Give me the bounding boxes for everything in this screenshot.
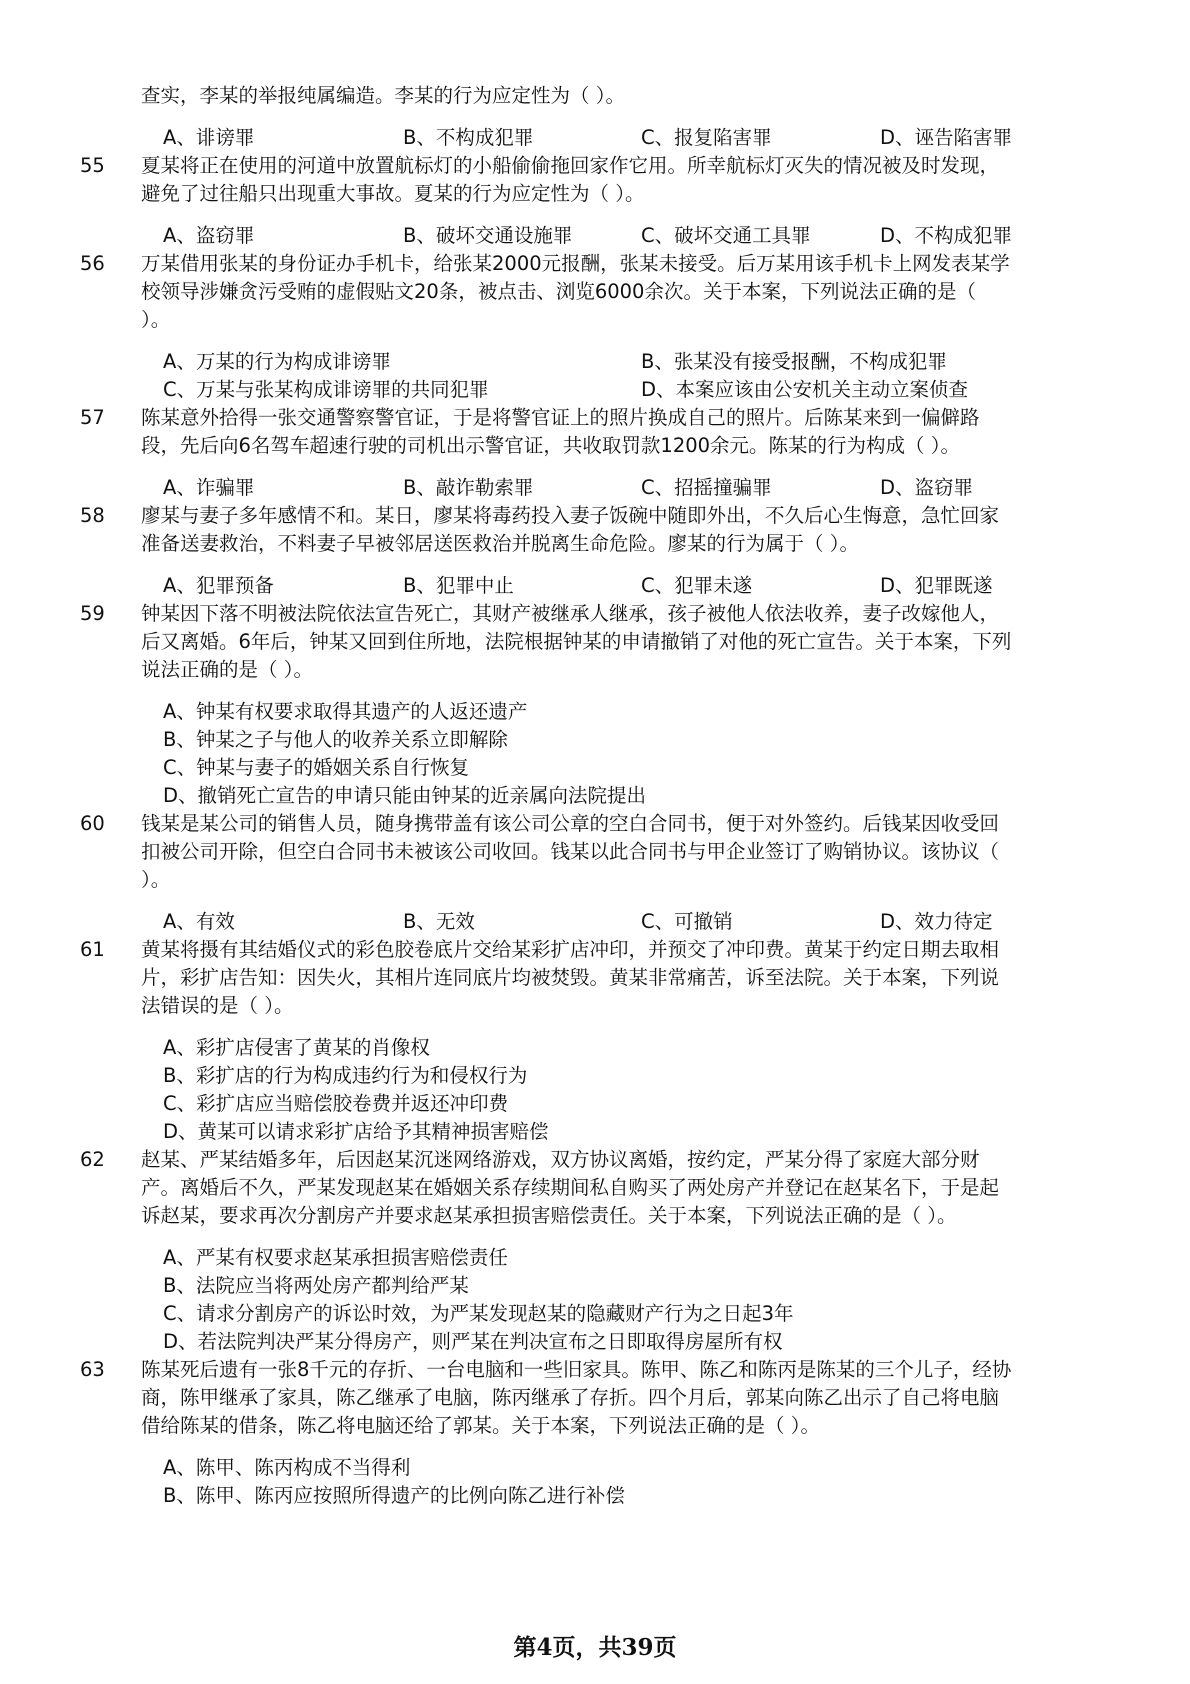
q63-option-a: A、陈甲、陈丙构成不当得利 [163,1456,411,1479]
q58-number: 58 [80,504,105,527]
q62-stem-line: 产。离婚后不久，严某发现赵某在婚姻关系存续期间私自购买了两处房产并登记在赵某名下，于是起 [141,1176,1000,1199]
q61-option-a: A、彩扩店侵害了黄某的肖像权 [163,1036,430,1059]
q63-number: 63 [80,1358,105,1381]
q62-option-b: B、法院应当将两处房产都判给严某 [163,1274,469,1297]
q62-option-a: A、严某有权要求赵某承担损害赔偿责任 [163,1246,508,1269]
q58-stem-line: 准备送妻救治，不料妻子早被邻居送医救治并脱离生命危险。廖某的行为属于（ ）。 [141,532,859,555]
q58-stem-line: 廖某与妻子多年感情不和。某日，廖某将毒药投入妻子饭碗中随即外出，不久后心生悔意，急忙回家 [141,504,1000,527]
q55-option-c: C、破坏交通工具罪 [641,224,811,247]
q63-stem-line: 商，陈甲继承了家具，陈乙继承了电脑，陈丙继承了存折。四个月后，郭某向陈乙出示了自己将电脑 [141,1386,1000,1409]
q54-option-a: A、诽谤罪 [163,126,255,149]
q57-option-c: C、招摇撞骗罪 [641,476,772,499]
q56-option-a: A、万某的行为构成诽谤罪 [163,350,391,373]
q59-stem-line: 钟某因下落不明被法院依法宣告死亡，其财产被继承人继承，孩子被他人依法收养，妻子改嫁他人， [141,602,1000,625]
q63-stem-line: 借给陈某的借条，陈乙将电脑还给了郭某。关于本案，下列说法正确的是（ ）。 [141,1414,820,1437]
q59-option-c: C、钟某与妻子的婚姻关系自行恢复 [163,756,470,779]
q59-option-d: D、撤销死亡宣告的申请只能由钟某的近亲属向法院提出 [163,784,647,807]
q60-stem-line: 钱某是某公司的销售人员，随身携带盖有该公司公章的空白合同书，便于对外签约。后钱某因收受回 [141,812,1000,835]
q60-stem-line: 扣被公司开除，但空白合同书未被该公司收回。钱某以此合同书与甲企业签订了购销协议。该协议（ [141,840,1000,863]
q62-option-d: D、若法院判决严某分得房产，则严某在判决宣布之日即取得房屋所有权 [163,1330,783,1353]
q61-number: 61 [80,938,105,961]
q57-stem-line: 陈某意外拾得一张交通警察警官证，于是将警官证上的照片换成自己的照片。后陈某来到一偏僻路 [141,406,980,429]
q58-option-c: C、犯罪未遂 [641,574,753,597]
q60-option-a: A、有效 [163,910,235,933]
q61-stem-line: 法错误的是（ ）。 [141,994,294,1017]
q56-number: 56 [80,252,105,275]
q55-option-a: A、盗窃罪 [163,224,255,247]
q58-option-a: A、犯罪预备 [163,574,274,597]
q60-number: 60 [80,812,105,835]
q59-number: 59 [80,602,105,625]
q59-option-a: A、钟某有权要求取得其遗产的人返还遗产 [163,700,528,723]
q56-option-c: C、万某与张某构成诽谤罪的共同犯罪 [163,378,489,401]
q61-stem-line: 片，彩扩店告知：因失火，其相片连同底片均被焚毁。黄某非常痛苦，诉至法院。关于本案，下列说 [141,966,1000,989]
q55-option-d: D、不构成犯罪 [880,224,1013,247]
page-footer: 第4页，共39页 [513,1634,677,1661]
q61-option-c: C、彩扩店应当赔偿胶卷费并返还冲印费 [163,1092,509,1115]
q59-option-b: B、钟某之子与他人的收养关系立即解除 [163,728,508,751]
q62-stem-line: 赵某、严某结婚多年，后因赵某沉迷网络游戏，双方协议离婚，按约定，严某分得了家庭大部分财 [141,1148,980,1171]
q60-option-c: C、可撤销 [641,910,733,933]
q61-option-d: D、黄某可以请求彩扩店给予其精神损害赔偿 [163,1120,549,1143]
q62-stem-line: 诉赵某，要求再次分割房产并要求赵某承担损害赔偿责任。关于本案，下列说法正确的是（ ）。 [141,1204,957,1227]
q57-option-a: A、诈骗罪 [163,476,255,499]
q56-option-b: B、张某没有接受报酬，不构成犯罪 [641,350,947,373]
q54-option-d: D、诬告陷害罪 [880,126,1013,149]
q58-option-d: D、犯罪既遂 [880,574,993,597]
q59-stem-line: 后又离婚。6年后，钟某又回到住所地，法院根据钟某的申请撤销了对他的死亡宣告。关于本案，下列 [141,630,1012,653]
q60-option-d: D、效力待定 [880,910,993,933]
q61-stem-line: 黄某将摄有其结婚仪式的彩色胶卷底片交给某彩扩店冲印，并预交了冲印费。黄某于约定日期去取相 [141,938,1000,961]
q56-option-d: D、本案应该由公安机关主动立案侦查 [641,378,969,401]
q59-stem-line: 说法正确的是（ ）。 [141,658,313,681]
q55-option-b: B、破坏交通设施罪 [403,224,573,247]
q55-stem-line: 避免了过往船只出现重大事故。夏某的行为应定性为（ ）。 [141,182,645,205]
q55-stem-line: 夏某将正在使用的河道中放置航标灯的小船偷偷拖回家作它用。所幸航标灯灭失的情况被及时发现， [141,154,1000,177]
q56-stem-line: ）。 [141,308,171,331]
q58-option-b: B、犯罪中止 [403,574,514,597]
q63-stem-line: 陈某死后遗有一张8千元的存折、一台电脑和一些旧家具。陈甲、陈乙和陈丙是陈某的三个儿子，经协 [141,1358,1012,1381]
q57-option-b: B、敲诈勒索罪 [403,476,534,499]
q62-number: 62 [80,1148,105,1171]
q54-option-c: C、报复陷害罪 [641,126,772,149]
q62-option-c: C、请求分割房产的诉讼时效，为严某发现赵某的隐藏财产行为之日起3年 [163,1302,794,1325]
q63-option-b: B、陈甲、陈丙应按照所得遗产的比例向陈乙进行补偿 [163,1484,625,1507]
q61-option-b: B、彩扩店的行为构成违约行为和侵权行为 [163,1064,528,1087]
q57-option-d: D、盗窃罪 [880,476,974,499]
q54-stem-line: 查实，李某的举报纯属编造。李某的行为应定性为（ ）。 [141,84,625,107]
q60-stem-line: ）。 [141,868,171,891]
q55-number: 55 [80,154,105,177]
q57-number: 57 [80,406,105,429]
q60-option-b: B、无效 [403,910,475,933]
q54-option-b: B、不构成犯罪 [403,126,534,149]
q56-stem-line: 校领导涉嫌贪污受贿的虚假贴文20条，被点击、浏览6000余次。关于本案，下列说法正确的是（ [141,280,976,303]
q56-stem-line: 万某借用张某的身份证办手机卡，给张某2000元报酬，张某未接受。后万某用该手机卡上网发表某学 [141,252,1010,275]
q57-stem-line: 段，先后向6名驾车超速行驶的司机出示警官证，共收取罚款1200余元。陈某的行为构成（ ）。 [141,434,960,457]
